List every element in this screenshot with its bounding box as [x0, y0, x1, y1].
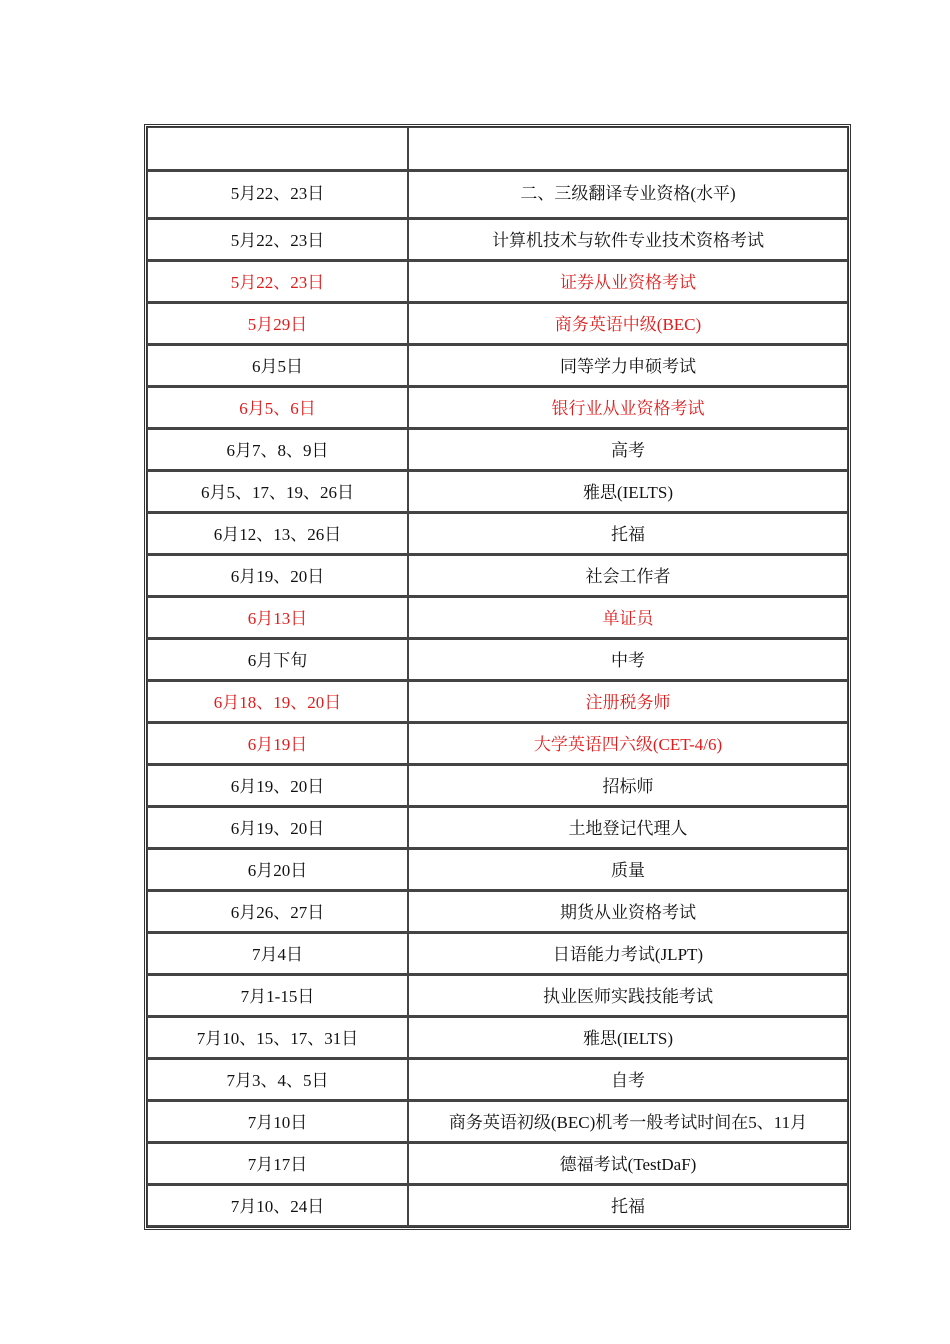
- date-cell: 5月22、23日: [147, 219, 408, 261]
- table-row: [147, 1101, 848, 1143]
- exam-name-cell: 雅思(IELTS): [408, 1017, 848, 1059]
- exam-name-cell: 执业医师实践技能考试: [408, 975, 848, 1017]
- exam-name-cell: 雅思(IELTS): [408, 471, 848, 513]
- table-row: [147, 429, 848, 471]
- table-row: [147, 723, 848, 765]
- date-cell: 6月19日: [147, 723, 408, 765]
- exam-name-cell: 期货从业资格考试: [408, 891, 848, 933]
- date-cell: 7月3、4、5日: [147, 1059, 408, 1101]
- date-cell: 6月26、27日: [147, 891, 408, 933]
- table-row: [147, 849, 848, 891]
- exam-name-cell: 注册税务师: [408, 681, 848, 723]
- table-row: [147, 891, 848, 933]
- date-cell: 6月7、8、9日: [147, 429, 408, 471]
- table-row: [147, 933, 848, 975]
- date-cell: 5月22、23日: [147, 171, 408, 219]
- exam-name-cell: 商务英语中级(BEC): [408, 303, 848, 345]
- schedule-grid: [147, 127, 848, 1227]
- date-cell: 7月10、24日: [147, 1185, 408, 1227]
- table-row: [147, 1143, 848, 1185]
- table-row: [147, 807, 848, 849]
- table-row: [147, 1017, 848, 1059]
- date-cell: 6月5、17、19、26日: [147, 471, 408, 513]
- table-row: [147, 171, 848, 219]
- exam-name-cell: 托福: [408, 513, 848, 555]
- table-row: [147, 261, 848, 303]
- exam-name-cell: 日语能力考试(JLPT): [408, 933, 848, 975]
- table-row: [147, 387, 848, 429]
- date-cell: 6月下旬: [147, 639, 408, 681]
- exam-name-cell: 证券从业资格考试: [408, 261, 848, 303]
- table-row: [147, 555, 848, 597]
- exam-name-cell: 高考: [408, 429, 848, 471]
- date-cell: 7月4日: [147, 933, 408, 975]
- header-date-cell: [147, 127, 408, 171]
- exam-name-cell: 托福: [408, 1185, 848, 1227]
- exam-name-cell: 中考: [408, 639, 848, 681]
- exam-name-cell: 商务英语初级(BEC)机考一般考试时间在5、11月: [408, 1101, 848, 1143]
- date-cell: 7月17日: [147, 1143, 408, 1185]
- exam-name-cell: 社会工作者: [408, 555, 848, 597]
- date-cell: 6月20日: [147, 849, 408, 891]
- exam-name-cell: 德福考试(TestDaF): [408, 1143, 848, 1185]
- exam-name-cell: 单证员: [408, 597, 848, 639]
- table-row: [147, 303, 848, 345]
- table-row: [147, 975, 848, 1017]
- table-row: [147, 597, 848, 639]
- table-row: [147, 639, 848, 681]
- date-cell: 6月19、20日: [147, 555, 408, 597]
- header-exam-cell: [408, 127, 848, 171]
- table-row: [147, 765, 848, 807]
- exam-name-cell: 计算机技术与软件专业技术资格考试: [408, 219, 848, 261]
- exam-name-cell: 招标师: [408, 765, 848, 807]
- exam-name-cell: 大学英语四六级(CET-4/6): [408, 723, 848, 765]
- exam-name-cell: 银行业从业资格考试: [408, 387, 848, 429]
- date-cell: 7月10日: [147, 1101, 408, 1143]
- date-cell: 7月10、15、17、31日: [147, 1017, 408, 1059]
- date-cell: 6月19、20日: [147, 765, 408, 807]
- date-cell: 6月5日: [147, 345, 408, 387]
- table-row: [147, 345, 848, 387]
- table-row: [147, 1059, 848, 1101]
- table-row: [147, 219, 848, 261]
- exam-name-cell: 自考: [408, 1059, 848, 1101]
- exam-name-cell: 质量: [408, 849, 848, 891]
- exam-name-cell: 二、三级翻译专业资格(水平): [408, 171, 848, 219]
- date-cell: 6月13日: [147, 597, 408, 639]
- table-row: [147, 471, 848, 513]
- table-row: [147, 1185, 848, 1227]
- table-row: [147, 513, 848, 555]
- exam-name-cell: 同等学力申硕考试: [408, 345, 848, 387]
- exam-name-cell: 土地登记代理人: [408, 807, 848, 849]
- date-cell: 6月19、20日: [147, 807, 408, 849]
- date-cell: 6月18、19、20日: [147, 681, 408, 723]
- date-cell: 5月22、23日: [147, 261, 408, 303]
- date-cell: 6月12、13、26日: [147, 513, 408, 555]
- table-header-row: [147, 127, 848, 171]
- date-cell: 5月29日: [147, 303, 408, 345]
- date-cell: 6月5、6日: [147, 387, 408, 429]
- date-cell: 7月1-15日: [147, 975, 408, 1017]
- exam-schedule-table: [144, 124, 851, 1230]
- table-row: [147, 681, 848, 723]
